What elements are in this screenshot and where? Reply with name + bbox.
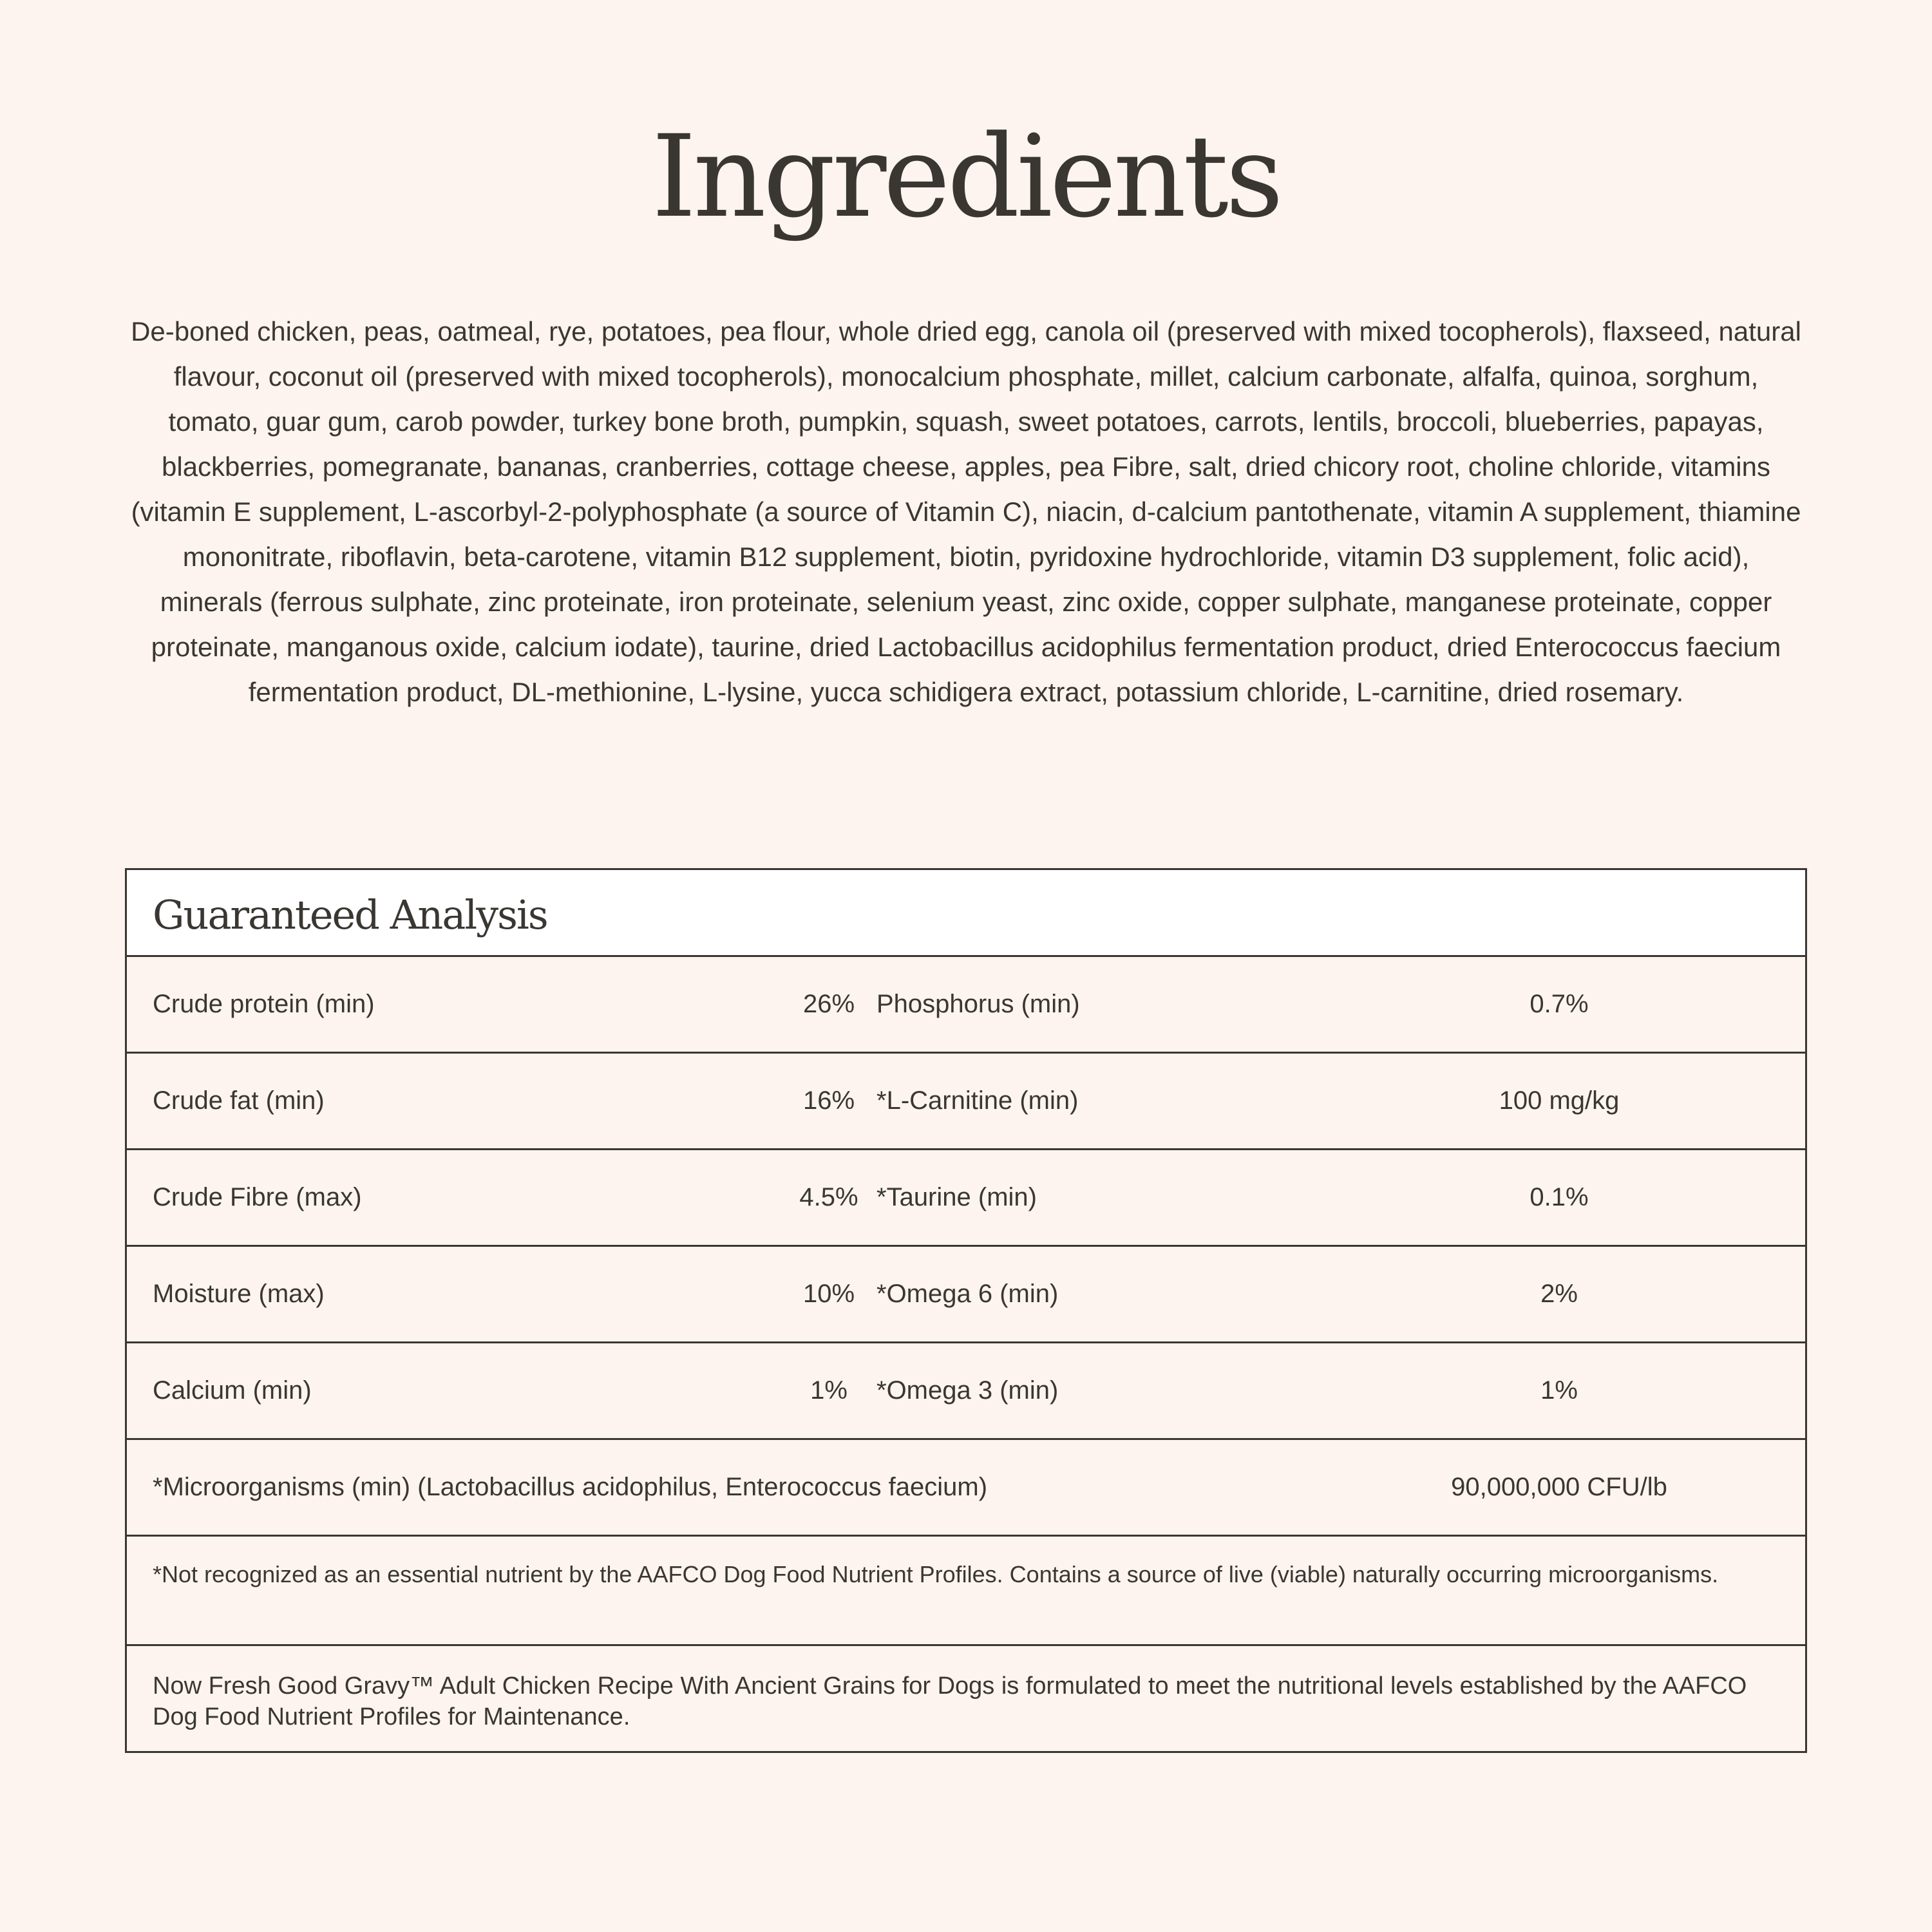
nutrient-name: *Microorganisms (min) (Lactobacillus acidophilus, Enterococcus faecium) (153, 1473, 988, 1501)
ingredients-list: De-boned chicken, peas, oatmeal, rye, potatoes, pea flour, whole dried egg, canola oil (preserved with mixed tocopherols), flaxseed, natural flavour, coconut oil (preserved with mixed tocopherols), monocalcium phosphate, millet, calcium carbonate, alfalfa, quinoa, sorghum, tomato, guar gum, carob powder, turkey bone broth, pumpkin, squash, sweet potatoes, carrots, lentils, broccoli, blueberries, papayas, blackberries, pomegranate, bananas, cranberries, cottage cheese, apples, pea Fibre, salt, dried chicory root, choline chloride, vitamins (vitamin E supplement, L-ascorbyl-2-polyphosphate (a source of Vitamin C), niacin, d-calcium pantothenate, vitamin A supplement, thiamine mononitrate, riboflavin, beta-carotene, vitamin B12 supplement, biotin, pyridoxine hydrochloride, vitamin D3 supplement, folic acid), minerals (ferrous sulphate, zinc proteinate, iron proteinate, selenium yeast, zinc oxide, copper sulphate, manganese proteinate, copper proteinate, manganous oxide, calcium iodate), taurine, dried Lactobacillus acidophilus fermentation product, dried Enterococcus faecium fermentation product, DL-methionine, L-lysine, yucca schidigera extract, potassium chloride, L-carnitine, dried rosemary. (131, 316, 1801, 707)
nutrient-name: Crude protein (min) (153, 990, 375, 1018)
table-row (127, 1150, 1805, 1247)
table-row (127, 1343, 1805, 1440)
nutrient-name: *Omega 3 (min) (876, 1376, 1059, 1405)
nutrient-name: Phosphorus (min) (876, 990, 1080, 1018)
nutrient-value: 0.7% (1530, 990, 1589, 1018)
aafco-statement-text: Now Fresh Good Gravy™ Adult Chicken Recipe With Ancient Grains for Dogs is formulated to meet the nutritional levels established by the AAFCO Dog Food Nutrient Profiles for Maintenance. (153, 1672, 1747, 1730)
nutrient-value: 16% (802, 1086, 855, 1115)
table-row (127, 1247, 1805, 1343)
analysis-header (127, 870, 1805, 957)
guaranteed-analysis-table (125, 868, 1807, 1753)
microorganisms-row (127, 1440, 1805, 1537)
nutrient-value: 26% (802, 990, 855, 1018)
nutrient-value: 100 mg/kg (1499, 1086, 1620, 1115)
nutrient-name: *L-Carnitine (min) (876, 1086, 1079, 1115)
aafco-statement-row (127, 1646, 1805, 1751)
nutrient-value: 2% (1540, 1280, 1578, 1308)
nutrient-name: *Taurine (min) (876, 1183, 1037, 1211)
table-row (127, 1054, 1805, 1150)
nutrient-value: 1% (810, 1376, 848, 1405)
nutrient-value: 10% (802, 1280, 855, 1308)
nutrient-value: 90,000,000 CFU/lb (1451, 1473, 1667, 1501)
table-row (127, 957, 1805, 1054)
nutrient-name: Moisture (max) (153, 1280, 325, 1308)
nutrient-value: 0.1% (1530, 1183, 1589, 1211)
nutrient-name: Crude fat (min) (153, 1086, 325, 1115)
analysis-title: Guaranteed Analysis (153, 891, 547, 938)
nutrient-value: 1% (1540, 1376, 1578, 1405)
nutrient-name: *Omega 6 (min) (876, 1280, 1059, 1308)
footnote-row (127, 1537, 1805, 1646)
nutrient-name: Crude Fibre (max) (153, 1183, 362, 1211)
nutrient-value: 4.5% (799, 1183, 858, 1211)
nutrient-name: Calcium (min) (153, 1376, 312, 1405)
footnote-text: *Not recognized as an essential nutrient by the AAFCO Dog Food Nutrient Profiles. Contains a source of live (viable) naturally occurring microorganisms. (153, 1561, 1719, 1587)
page-title: Ingredients (651, 111, 1281, 243)
